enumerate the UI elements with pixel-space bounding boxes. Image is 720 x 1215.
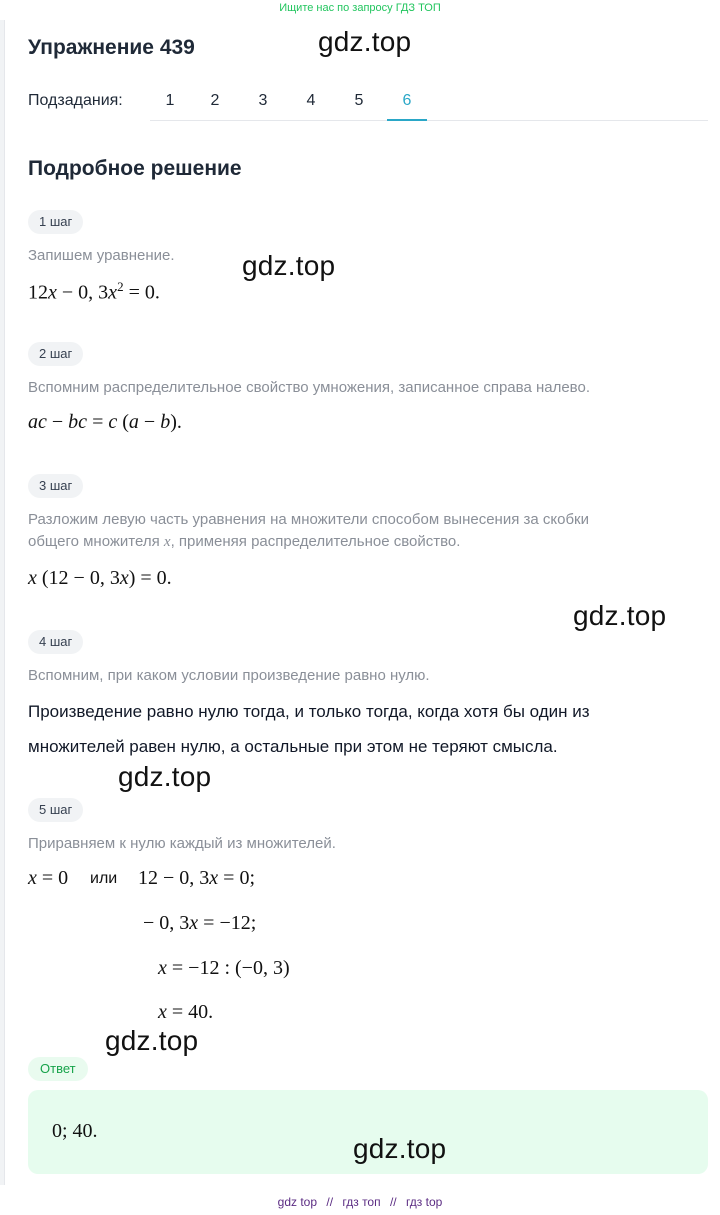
step-4-rule-line1: Произведение равно нулю тогда, и только тогда, когда хотя бы один из [28, 702, 590, 721]
step-1-badge: 1 шаг [28, 210, 83, 234]
tab-2[interactable]: 2 [210, 92, 220, 109]
answer-badge: Ответ [28, 1057, 88, 1081]
watermark: gdz.top [573, 600, 667, 631]
footer-link-2[interactable]: гдз топ [342, 1195, 381, 1209]
step-5-eq-3: x = −12 : (−0, 3) [158, 957, 290, 979]
watermark: gdz.top [318, 26, 412, 57]
step-5-badge: 5 шаг [28, 798, 83, 822]
step-3-equation: x (12 − 0, 3x) = 0. [28, 567, 172, 589]
step-1-hint: Запишем уравнение. [28, 247, 175, 264]
step-5-eq-2: − 0, 3x = −12; [143, 912, 257, 934]
step-5-eq-x: x = 0 [28, 867, 69, 889]
tab-1[interactable]: 1 [165, 92, 175, 109]
step-4-badge: 4 шаг [28, 630, 83, 654]
top-banner: Ищите нас по запросу ГДЗ ТОП [279, 2, 441, 14]
footer-link-3[interactable]: гдз top [405, 1195, 443, 1209]
subtasks-tabs [150, 90, 708, 121]
subtasks-label: Подзадания: [28, 92, 123, 109]
step-2-formula: ac − bc = c (a − b). [28, 411, 182, 433]
tab-6-active[interactable]: 6 [387, 92, 427, 121]
step-1-equation: 12x − 0, $3x^2 = 0$. [28, 279, 160, 304]
watermark: gdz.top [353, 1133, 447, 1164]
answer-box [28, 1090, 708, 1174]
step-3-hint-line2: общего множителя x, применяя распределительное свойство. [28, 533, 461, 550]
tab-4[interactable]: 4 [306, 92, 316, 109]
step-2-hint: Вспомним распределительное свойство умножения, записанное справа налево. [28, 379, 590, 396]
step-5-eq-4: x = 40. [158, 1001, 214, 1023]
step-3-badge: 3 шаг [28, 474, 83, 498]
step-5-or: или [90, 870, 118, 887]
left-border [0, 20, 5, 1185]
watermark: gdz.top [242, 250, 336, 281]
answer-value: 0; 40. [52, 1120, 98, 1142]
tab-5[interactable]: 5 [354, 92, 364, 109]
step-2-badge: 2 шаг [28, 342, 83, 366]
tab-3[interactable]: 3 [258, 92, 268, 109]
section-title: Подробное решение [28, 157, 242, 180]
step-4-rule-line2: множителей равен нулю, а остальные при этом не теряют смысла. [28, 737, 558, 756]
step-4-hint: Вспомним, при каком условии произведение равно нулю. [28, 667, 430, 684]
subtasks-nav [28, 90, 708, 122]
step-3-hint-line1: Разложим левую часть уравнения на множители способом вынесения за скобки [28, 511, 589, 528]
step-5-hint: Приравняем к нулю каждый из множителей. [28, 835, 336, 852]
footer-separator: // [389, 1195, 397, 1209]
footer-link-1[interactable]: gdz top [277, 1195, 318, 1209]
footer-separator: // [326, 1195, 334, 1209]
step-5-eq-1: 12 − 0, 3x = 0; [138, 867, 256, 889]
watermark: gdz.top [105, 1025, 199, 1056]
watermark: gdz.top [118, 761, 212, 792]
footer [0, 1195, 720, 1209]
page-title: Упражнение 439 [28, 36, 195, 59]
